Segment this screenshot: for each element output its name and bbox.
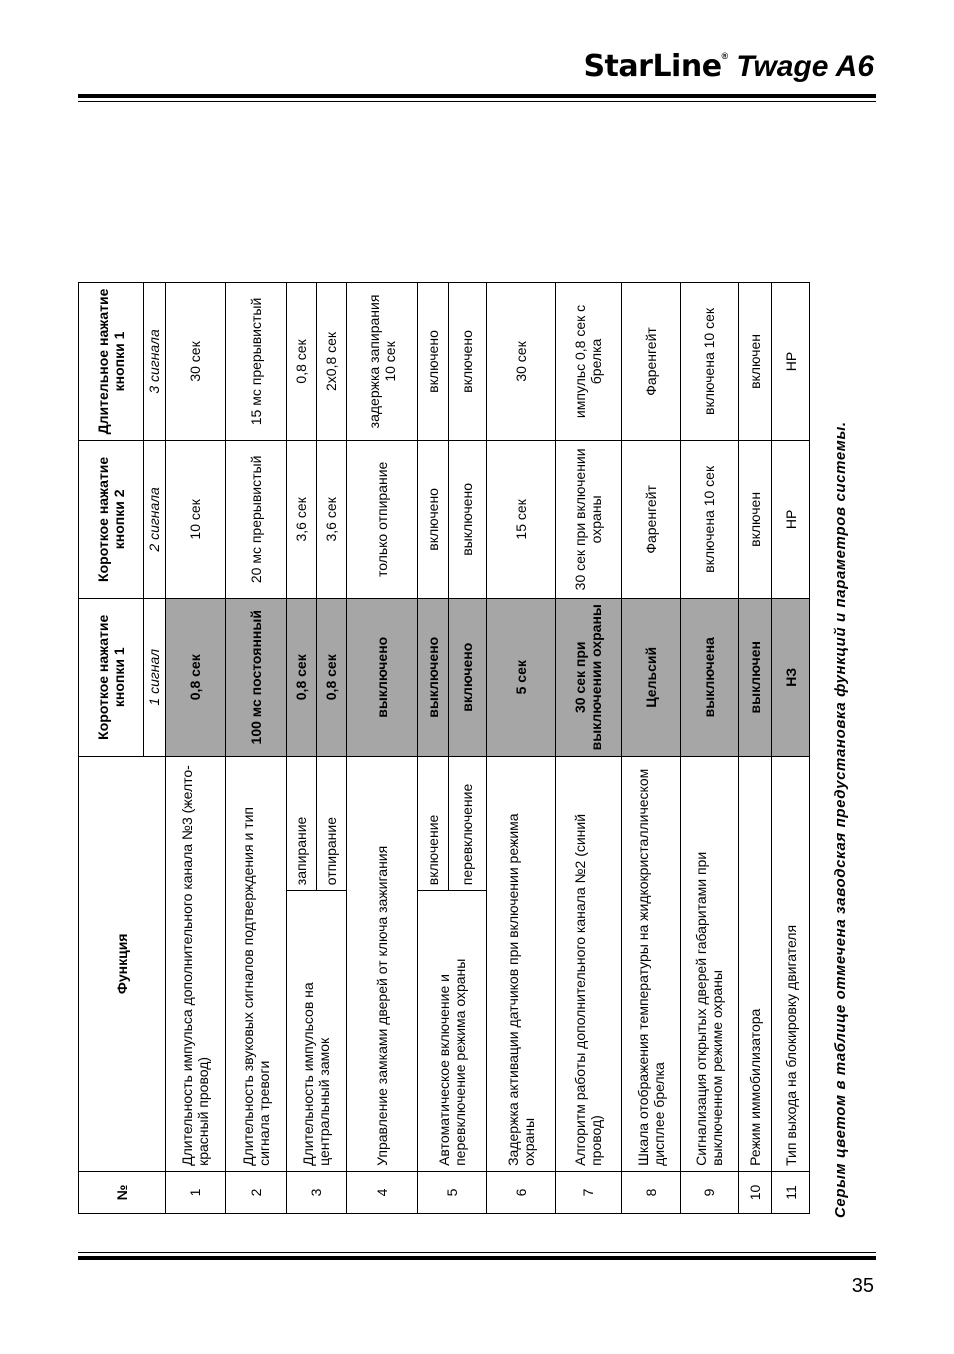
function-cell: Задержка активации датчиков при включении режима охраны	[486, 756, 555, 1171]
footer-rule-thin	[78, 1252, 876, 1253]
table-row: отпирание 0,8 сек 3,6 сек 2х0,8 сек	[316, 283, 346, 1214]
page-number: 35	[851, 1275, 874, 1297]
table-row: 1 Длительность импульса дополнительного канала №3 (желто-красный провод) 0,8 сек 10 сек 30 сек	[165, 283, 225, 1214]
function-cell: Управление замками дверей от ключа зажигания	[347, 756, 418, 1171]
default-value-cell: включено	[449, 598, 487, 756]
function-cell: Шкала отображения температуры на жидкокристаллическом дисплее брелка	[622, 756, 680, 1171]
function-cell: Автоматическое включение и перевключение режима охраны	[417, 891, 486, 1172]
table-row: 8 Шкала отображения температуры на жидкокристаллическом дисплее брелка Цельсий Фаренгейт Фаренгейт	[622, 283, 680, 1214]
signal-2: 2 сигнала	[143, 440, 165, 598]
default-value-cell: выключено	[347, 598, 418, 756]
default-value-cell: выключено	[417, 598, 448, 756]
default-value-cell: 0,8 сек	[165, 598, 225, 756]
header-long-1: Длительное нажатие кнопки 1	[79, 283, 144, 441]
sub-function-cell: перевключение	[449, 756, 487, 891]
table-header-row	[79, 283, 144, 1214]
registered-mark: ®	[721, 51, 729, 61]
table-row: 7 Алгоритм работы дополнительного канала №2 (синий провод) 30 сек при выключении охраны 30 сек при включении охраны импульс 0,8 сек с брелка	[555, 283, 622, 1214]
table-row: 11 Тип выхода на блокировку двигателя НЗ НР НР	[772, 283, 810, 1214]
function-cell: Сигнализация открытых дверей габаритами при выключенном режиме охраны	[680, 756, 738, 1171]
header-num: №	[79, 1171, 166, 1213]
table-row: 2 Длительность звуковых сигналов подтверждения и тип сигнала тревоги 100 мс постоянный 20 мс прерывистый 15 мс прерывистый	[226, 283, 286, 1214]
table-container	[78, 282, 810, 1214]
function-cell: Тип выхода на блокировку двигателя	[772, 756, 810, 1171]
default-value-cell: 5 сек	[486, 598, 555, 756]
footer-rule	[78, 1256, 876, 1260]
function-cell: Длительность импульса дополнительного канала №3 (желто-красный провод)	[165, 756, 225, 1171]
function-cell: Режим иммобилизатора	[739, 756, 772, 1171]
default-value-cell: 0,8 сек	[316, 598, 346, 756]
default-value-cell: Цельсий	[622, 598, 680, 756]
header-rule	[78, 94, 876, 98]
default-value-cell: 0,8 сек	[286, 598, 316, 756]
default-value-cell: выключена	[680, 598, 738, 756]
default-value-cell: выключен	[739, 598, 772, 756]
default-value-cell: 30 сек при выключении охраны	[555, 598, 622, 756]
default-value-cell: 100 мс постоянный	[226, 598, 286, 756]
sub-function-cell: отпирание	[316, 756, 346, 891]
function-cell: Алгоритм работы дополнительного канала №2 (синий провод)	[555, 756, 622, 1171]
model-name: Twage A6	[736, 50, 874, 83]
table-row: 9 Сигнализация открытых дверей габаритами при выключенном режиме охраны выключена включена 10 сек включена 10 сек	[680, 283, 738, 1214]
table-row: перевключение включено выключено включено	[449, 283, 487, 1214]
default-value-cell: НЗ	[772, 598, 810, 756]
function-cell: Длительность импульсов на центральный замок	[286, 891, 346, 1172]
sub-function-cell: запирание	[286, 756, 316, 891]
sub-function-cell: включение	[417, 756, 448, 891]
signal-1: 1 сигнал	[143, 598, 165, 756]
signal-3: 3 сигнала	[143, 283, 165, 441]
header-function: Функция	[79, 756, 166, 1171]
function-cell: Длительность звуковых сигналов подтверждения и тип сигнала тревоги	[226, 756, 286, 1171]
header-rule-thin	[78, 101, 876, 102]
table-row: 5 Автоматическое включение и перевключение режима охраны включение выключено включено включено	[417, 283, 448, 1214]
settings-table	[78, 282, 810, 1214]
table-caption: Серым цветом в таблице отмечена заводская предустановка функций и параметров системы.	[832, 421, 849, 1218]
table-row: 4 Управление замками дверей от ключа зажигания выключено только отпирание задержка запирания 10 сек	[347, 283, 418, 1214]
header-short-2: Короткое нажатие кнопки 2	[79, 440, 144, 598]
table-row: 10 Режим иммобилизатора выключен включен включен	[739, 283, 772, 1214]
brand-logo: StarLine	[583, 49, 722, 84]
header-title	[583, 49, 874, 84]
header-short-1: Короткое нажатие кнопки 1	[79, 598, 144, 756]
table-row: 6 Задержка активации датчиков при включении режима охраны 5 сек 15 сек 30 сек	[486, 283, 555, 1214]
table-row: 3 Длительность импульсов на центральный замок запирание 0,8 сек 3,6 сек 0,8 сек	[286, 283, 316, 1214]
